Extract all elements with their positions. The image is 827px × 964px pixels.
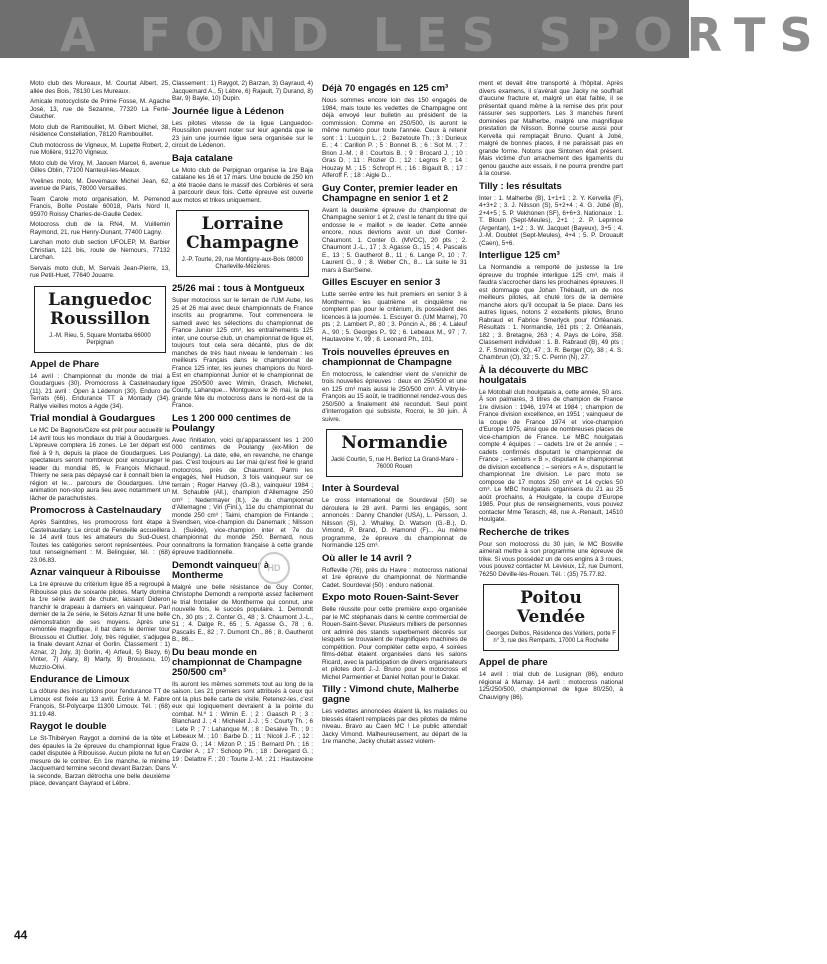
article-body: Les vedettes annoncées étaient là, les malades ou blessés étaient remplacés par des pilotes de même niveau. Bravo au Caen MC ! Le public attendait Jacky Vimond. Malheureusement, au départ de la 1re manche, Jacky chutait assez violem- (322, 708, 467, 745)
article-heading: Appel de Phare (30, 358, 100, 370)
article-body: La clôture des inscriptions pour l'endurance TT de Limoux est fixée au 13 avril. Écrire à M. Fabre François, St-Polycarpe 11300 Limoux. Tél. : (68) 31.19.48. (30, 688, 170, 718)
article-body: Le MC De Bagnols/Cèze est prêt pour accueillir le 14 avril tous les mondiaux du trial à Goudargues. L'épreuve comptera 16 zones. Le 1er départ est fixé à 9 h, depuis la place de Goudargues. Les spectateurs seront nombreux pour encourager le leader du mondial 85, le François Michaud. Thierry ne sera pas dépaysé car il connaît bien la région et le... parcours de Goudargues. Une animation non-stop aura lieu avec notamment un lâcher de parachutistes. (30, 427, 170, 502)
article-body: En motocross, le calendrier vient de s'enrichir de trois nouvelles épreuves : deux en 250/500 et une en 125 cm³ mais aussi le 250/500 cm³. À Vitry-le-François au 15 août, le traditionnel rendez-vous des 250/500 a finalement été reconduit. Seul point d'interrogation qui subsiste, Rocroi, le 30 juin. À suivre. (322, 370, 467, 423)
banner-title: A FOND LES SPORTS (60, 8, 827, 62)
article-heading: Où aller le 14 avril ? (322, 552, 412, 564)
club-entry: Yvelines moto, M. Devemaux Michel Jean, 62, avenue de Paris, 78000 Versailles. (30, 177, 170, 192)
article-body: Les pilotes vitesse de la ligue Languedoc-Roussillon peuvent noter sur leur agenda que le 23 juin une journée ligue sera organisée sur le circuit de Lédenon. (172, 119, 313, 149)
article-heading: Journée ligue à Lédenon (172, 105, 284, 117)
article-heading: Tilly : Vimond chute, Malherbe gagne (322, 684, 459, 705)
article-body: Le cross international de Sourdeval (50) se déroulera le 28 avril. Parmi les engagés, sont annoncés : Danny Chandler (USA), L. Persson, J. Nilsson (S), J. Whalley, D. Watson (G.-B.), D. Vimond, P. Brand, D. Hamond (F)... Au même programme, 2e épreuve du championnat de Normandie 125 cm³. (322, 497, 467, 549)
club-entry: Motocross club de la RN4, M. Vuillemin Raymond, 21, rue Henry-Dunant, 77400 Lagny. (30, 221, 170, 236)
club-entry: Team Carole moto organisation, M. Perrenod Francis, Boîte Postale 60018, Paris Nord II, 95970 Roissy Charles-de-Gaulle Cedex. (30, 195, 170, 218)
article-heading: Demondt vainqueur à Montherme (172, 559, 270, 581)
column-1 (30, 80, 170, 791)
region-box-poitou (483, 584, 619, 651)
article-heading: À la découverte du MBC houlgatais (479, 364, 589, 386)
article-heading: Aznar vainqueur à Ribouisse (30, 567, 161, 578)
article-heading: Promocross à Castelnaudary (30, 505, 162, 516)
article-heading: Appel de phare (479, 657, 548, 668)
article-heading: Déjà 70 engagés en 125 cm³ (322, 83, 449, 94)
region-title: Poitou Vendée (516, 588, 586, 627)
article-heading: Du beau monde en championnat de Champagne 250/500 cm³ (172, 646, 302, 678)
club-entry: Moto club de Rambouillet, M. Gibert Michel, 38, résidence Constellation, 78120 Rambouillet. (30, 123, 170, 138)
club-entry: Club motocross de Vigneux, M. Lupette Robert, 2, rue Molière, 91270 Vigneux. (30, 141, 170, 156)
article-heading: Guy Conter, premier leader en Champagne en senior 1 et 2 (322, 182, 458, 204)
article-body: Belle réussite pour cette première expo organisée par le MC stéphanais dans le centre commercial de Rouen-Saint-Sever. Plusieurs milliers de personnes ont admiré des stands superbement décorés sur lesquels se trouvaient de magnifiques machines de compétition. Pour compléter cette expo, 4 soirées films-débat étaient organisées dans les salons Ricard, avec la participation de divers organisateurs et pilotes dont J.-J. Bruno pour le motocross et Michel Parmentier et Daniel Nollan pour le Dakar. (322, 606, 467, 681)
article-body: La 1re épreuve du critérium ligue 85 a regroupé à Ribouisse plus de soixante pilotes. Marty domina la 1re série avant de chuter, laissant Dideron franchir le drapeau à damiers en vainqueur. Pari dernier de la 2e série, le Sétois Aznar fit une belle démonstration de ses moyens. Après une remontée magnifique, il bat dans le dernier tour Broussou et Cluttier. Joly, très régulier, s'adjugea la finale devant Aznar et Gorlin. Classement : 1) Aznar, 2) Joly, 3) Gorlin, 4) Arfeuil, 5) Blezy, 6) Vinter, 7) Alary, 8) Marty, 9) Broussou, 10) Muzzio-Olivi. (30, 581, 170, 671)
article-body: Super motocross sur le terrain de l'UM Aube, les 25 et 26 mai avec deux championnats de France inscrits au programme. Tout commencera le samedi avec les sélections du championnat de France Junior 125 cm³, les entraînements 125 inter, une course club, un championnat de ligue et, toujours tout cela sera décanté, plus de dix manches de très haut niveau le lendemain : les meilleurs Français dans le championnat de France 125 inter, les jeunes champions du Nord-Est en championnat Junior et le championnat de ligue 250/500 avec Wimin, Grasch, Michelet, Courty, Lahanque... Montgueux le 26 mai, la plus grande fête du motocross dans le nord-est de la France. (172, 297, 313, 409)
watermark-logo: HD (258, 552, 290, 584)
column-2 (172, 80, 313, 774)
region-box-normandie (326, 429, 463, 477)
club-list (30, 80, 170, 280)
article-body: Le Motoball club houlgatais a, cette année, 50 ans. À son palmarès, 3 titres de champion de France 1re division : 1946, 1974 et 1984 ; champion de France division excellence, en 1951 ; vainqueur de la coupe de France 1974 et vice-champion d'Europe 1975, ainsi que de nombreuses places de vice-champion de France. Le MBC houlgatais compte 4 équipes : – cadets 1re et 2e année ; – cadets confirmés disputant le championnat de France ; – seniors « B », disputant le championnat de division excellence ; – seniors « A », disputant le championnat 1re division. Le parc moto se compose de 17 motos 250 cm³ et 14 cycles 50 cm³. Le MBC houlgatais organisera du 21 au 25 août prochains, à Houlgate, la coupe d'Europe 1985. Pour plus de renseignements, vous pouvez contacter Mme Terasch, 48, rue A.-Renault, 14510 Houlgate. (479, 388, 623, 523)
article-body: Roffeville (76), près du Havre : motocross national et 1re épreuve du championnat de Normandie Cadet. Sourdeval (50) : enduro national. (322, 566, 467, 589)
page-number: 44 (14, 928, 28, 942)
region-address: J.-P. Tourte, 29, rue Montigny-aux-Bois 08000 Charleville-Mézières (181, 257, 304, 270)
page-banner (0, 0, 827, 62)
article-body: La Normandie a remporté de justesse la 1re épreuve du trophée interligue 125 cm³, mais il faudra s'accrocher dans les prochaines épreuves. Il est dommage que Johan Thébault, un de nos meilleurs pilotes, ait chuté lors de la dernière manche alors qu'il occupait la 5e place. Dans les autres ligues, notons 2 excellents pilotes, Bruno Rabraud et Fabrice Smerlyck pour l'Orléanais. Résultats : 1. Normandie, 161 pts ; 2. Orléanais, 182 ; 3. Bretagne, 263 ; 4. Pays de Loire, 358. Classement individuel : 1. B. Rabraud (B), 49 pts ; 2. F. Smolnick (O), 47 ; 3. R. Berger (O), 38 ; 4. S. Chambrun (O), 32 ; 5. C. Perrin (N), 27. (479, 264, 623, 361)
article-body: Après Saintdres, les promocross font étape à Castelnaudary. Le circuit de Fendeille accueillera le 14 avril tous les amateurs du Sud-Ouest. Toutes les catégories seront représentées. Pour tout renseignement : M. Belinguier, tél. : (68) 23.06.83. (30, 519, 170, 564)
article-heading: Trial mondial à Goudargues (30, 413, 156, 424)
club-entry: Moto club des Mureaux, M. Courtat Albert, 25, allée des Bois, 78130 Les Mureaux. (30, 80, 170, 95)
article-body: Le Moto club de Perpignan organise la 1re Baja catalane les 16 et 17 mars. Une boucle de 250 km a été tracée dans le massif des Corbières et sera à parcourir deux fois. Cette épreuve est ouverte aux motos et trikes uniquement. (172, 166, 313, 204)
article-heading: Endurance de Limoux (30, 674, 130, 685)
club-entry: Servais moto club, M. Servais Jean-Pierre, 13, rue Petit-Huet, 77640 Jouarre. (30, 264, 170, 279)
article-heading: Baja catalane (172, 152, 233, 164)
article-heading: Expo moto Rouen-Saint-Sever (322, 592, 459, 603)
article-body: 14 avril : Championnat du monde de trial à Goudargues (30). Promocross à Castelnaudary (11). 21 avril : Open à Lédenon (30). Enduro de Terrats (66). Endurance TT à Montady (34). Rallye vieilles motos à Agde (34). (30, 372, 170, 410)
region-title: Normandie (341, 433, 448, 453)
region-address: J.-M. Rieu, 5, Square Montalba 66000 Perpignan (49, 332, 151, 346)
article-body: Le St-Thibéryen Raygot a dominé de la tête et des épaules la 2e épreuve du championnat ligue cadet disputée à Ribouisse. Aucun pilote ne fut en mesure de le contrer. En 1re manche, le minime Jacquemard termine second devant Barzan. Dans la seconde, Barzan détrocha une belle deuxième place, devançant Gayraud et Lèbre. (30, 735, 171, 787)
article-body: Pour son motocross du 30 juin, le MC Bosville aimerait mettre à son programme une épreuve de trike. Si vous possédez un de ces engins à 3 roues, vous pouvez contacter M. Levieux, 12, rue Dumont, 76250 Déville-lès-Rouen. Tél. : (35) 75.77.82. (479, 540, 623, 578)
article-body: Nous sommes encore loin des 150 engagés de 1984, mais toute les vedettes de Champagne ont déjà envoyé leur bulletin au président de la commission. Comme en 250/500, ils auront le même numéro pour toute l'année. Ceux à retenir sont : 1 : Lucquin L. ; 2 : Bezetoute Th. ; 3 : Durieux E. ; 4 : Carillon P. ; 5 : Bonnet B. ; 6 : Sot M. ; 7 : Brion J.-M. ; 8 : Courtois B. ; 9 : Brocard J. ; 10 : Gras D. ; 11 : Rozier O. ; 12 : Legros P. ; 14 : Houzay M. ; 15 : Schropf H. ; 16 : Bigault B. ; 17 : Alferoff F. ; 18 : Aigle D... (322, 97, 467, 179)
article-heading: Gilles Escuyer en senior 3 (322, 277, 441, 288)
article-body: ment et devait être transporté à l'hôpital. Après divers examens, il s'avérait que Jacky ne souffrait d'aucune fracture et, malgré un état faible, il se présentait quand même à la remise des prix pour rassurer ses supporters. Les 3 manches furent dominées par Malherbe, malgré une magnifique prestation de Nilsson. Bonne course aussi pour Kervella qui remplaçait Bruno. Quant à Jobé, malgré de bonnes places, il ne paraissait pas en grande forme. Notons que Sintonen était présent. Mais victime d'un arrachement des ligaments du genou gauche aux essais, il ne pourra prendre part à la course. (479, 80, 623, 177)
region-title: Lorraine Champagne (186, 214, 299, 253)
article-body: Ils auront les mêmes sommets tout au long de la saison. Les 21 premiers sont attribués à ceux qui ont la plus belle carte de visite. Retenez-les, c'est eux qui logiquement devraient à la pointe du combat. N.º 1 : Wimin E. ; 2 : Gaasch P. ; 3 : Blanchard J. ; 4 : Michelet J.-J. ; 5 : Courty Th. ; 6 : Lete P. ; 7 : Lahanque M. ; 8 : Desaive Th. ; 9 : Lebeaux M. ; 10 : Barbe D. ; 11 : Nicoli J.-F. ; 12 : Fraize G. ; 14 : Mizon P. ; 15 : Bernard Ph. ; 16 : Cardier A. ; 17 : Schoop Ph. ; 18 : Deregard G. ; 19 : Delattre F. ; 20 : Tourte J.-M. ; 21 : Hautavoine V. (172, 680, 313, 770)
article-body: 14 avril : trial club de Lusignan (86), enduro régional à Marnay. 14 avril : motocross national 125/250/500, championnat de ligue 80/250, à Chauvigny (86). (479, 671, 623, 701)
column-4 (479, 80, 623, 704)
article-body: Lutte serrée entre les huit premiers en senior 3 à Montherme. les quatrième et cinquième ne comptent pas pour le critérium, ils possèdent des licences à la journée. 1. Escuyer G. (UM Marne), 70 pts ; 2. Lambert P., 80 ; 3. Poncin A., 86 ; 4. Laleuf A., 90 ; 5. Georges P., 92 ; 6. Lebeaux M., 97 ; 7. Hautavoine Y., 99 ; 8. Leonard Ph., 101. (322, 291, 467, 343)
region-address: Jacki Courtin, 5, rue H. Berlioz La Grand-Mare - 76000 Rouen (330, 457, 459, 470)
region-address: Georges Delbos, Résidence des Voiliers, porte F n° 3, rue des Remparts, 17000 La Rochelle (486, 631, 616, 644)
article-body: Inter : 1. Malherbe (B), 1+1+1 ; 2. Y. Kervella (F), 4+3+2 ; 3. J. Nilsson (S), 5+2+4 ; 4. G. Jobé (B), 2+4+5 ; 5. P. Vekhonen (SF), 6+6+3. Nationaux : 1. T. Blouin (Sept-Meules), 2+1 ; 2. P. Leprince (Argentan), 1+2 ; 3. W. Jacquet (Bayeux), 3+5 ; 4. J.-M. Doublet (Sept-Meules), 4+4 ; 5. P. Drouault (Caen), 5+6. (479, 194, 623, 247)
region-box-lorraine (176, 210, 309, 277)
article-heading: Trois nouvelles épreuves en championnat de Champagne (322, 346, 452, 368)
article-heading: Interligue 125 cm³ (479, 250, 560, 261)
article-heading: Les 1 200 000 centimes de Poulangy (172, 412, 291, 434)
article-body: Avant la deuxième épreuve du championnat de Champagne senior 1 et 2, c'est le tenant du titre qui endosse le « maillot » de leader. Cette année encore, nous devrions avoir un duel Conter-Chaumont. 1. Conter G. (MVCC), 20 pts ; 2. Chaumont J.-L., 17 ; 3. Agasse G., 15 ; 4. Pascalis E., 13 ; 5. Gautherot B., 11 ; 6. Lange P., 10 ; 7. Laurent G., 9 ; 8. Weber Ch., 8... La suite le 31 mars à Bar/Seine. (322, 206, 467, 274)
article-heading: Raygot le double (30, 721, 107, 732)
article-heading: Inter à Sourdeval (322, 483, 400, 494)
club-entry: Larchan moto club section UFOLEP, M. Barbier Christian, 121 bis, route de Nemours, 77132 Larchan. (30, 239, 170, 261)
club-entry: Amicale motocycliste de Prime Fosse, M. Agache José, 13, rue de Sezanne, 77320 La Ferté-Gaucher. (30, 98, 170, 120)
article-body: Malgré une belle résistance de Guy Conter, Christophe Demondt a remporté assez facilement le trial frontalier de Montherme qui connut, une nouvelle fois, le succès populaire. 1. Demondt Ch., 30 pts ; 2. Conter G., 48 ; 3. Chaumont J.-L., 51 ; 4. Dalge R., 65 ; 5. Agasse G., 78 ; 6. Pascalis E., 82 ; 7. Dumont Ch., 86 ; 8. Gautherot B., 86... (172, 583, 313, 643)
article-body: Classement : 1) Raygot, 2) Barzan, 3) Gayraud, 4) Jacquemard A., 5) Lèbre, 6) Rajault, 7) Durand, 8) Bar, 9) Bayle, 10) Dupin. (172, 80, 313, 102)
region-box-languedoc (34, 286, 166, 353)
article-body: Avec l'initiation, voici qu'apparaissent les 1 200 000 centimes de Poulangy (ex-Milon de Poulangy). La date, elle, en revanche, ne change pas. C'est toujours au 1er mai qu'est fixé le grand motocross, près de Chaumont. Parmi les engagés, Neil Hudson, 3 fois vainqueur sur ce terrain ; Roger Harvey (G.-B.), vainqueur 1984 ; M. Schauble (All.), champion d'Allemagne 250 cm³ ; Nedermayer (It.), 2e du championnat d'Allemagne ; Viri (Finl.), 11e du championnat du monde 250 cm³ ; Taimi, champion de Finlande ; Svendsen, vice-champion du Danemark ; Nilsson J. (Suède), vice-champion inter et 7e du championnat du monde 250. Bernard, nous connaîtrons la formation française à cette grande épreuve traditionnelle. (172, 436, 313, 556)
column-3 (322, 80, 467, 749)
article-heading: Tilly : les résultats (479, 180, 562, 192)
region-title: Languedoc Roussillon (48, 289, 152, 329)
article-heading: 25/26 mai : tous à Montgueux (172, 283, 305, 294)
article-heading: Recherche de trikes (479, 526, 570, 538)
club-entry: Moto club de Viroy, M. Jaouen Marcel, 6, avenue Gilles Oblin, 77100 Nanteuil-les-Meaux. (30, 159, 170, 174)
